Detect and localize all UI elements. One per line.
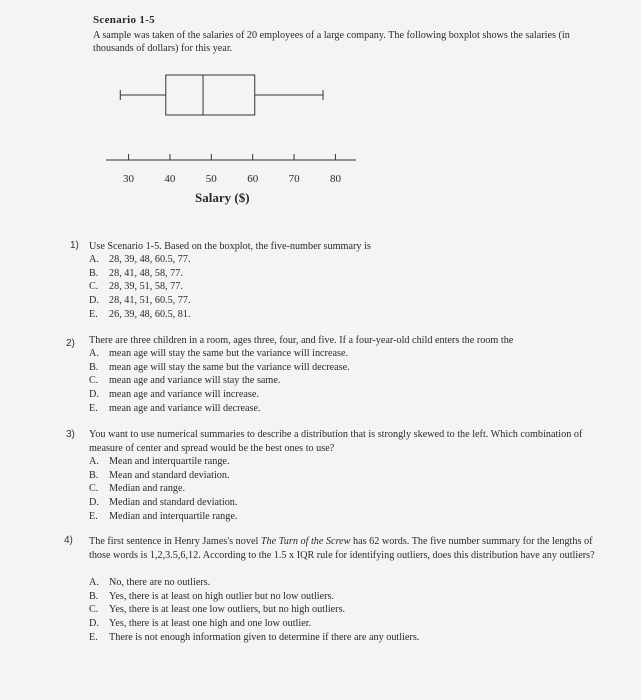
choice-e (89, 631, 419, 645)
choice-a (89, 576, 419, 590)
choice-list (89, 347, 350, 416)
choice-letter: D. (89, 295, 99, 307)
choice-a (89, 347, 350, 361)
choice-text: Median and interquartile range. (109, 510, 238, 522)
choice-text: mean age will stay the same but the variance will increase. (109, 348, 349, 359)
choice-letter: E. (89, 402, 98, 414)
choice-e (89, 402, 350, 416)
question-number: 4) (64, 535, 73, 546)
x-axis-tick-label: 50 (205, 173, 217, 185)
choice-letter: A. (89, 577, 99, 588)
choice-text: Yes, there is at least on high outlier but no low outliers. (109, 590, 335, 602)
choice-list (89, 576, 419, 645)
choice-list (89, 455, 237, 524)
stem-text-before: The first sentence in Henry James's novel (89, 536, 261, 547)
salary-boxplot (0, 0, 641, 230)
choice-c (89, 374, 350, 388)
choice-text: 26, 39, 48, 60.5, 81. (109, 308, 191, 320)
choice-letter: D. (89, 497, 99, 509)
choice-letter: B. (89, 267, 99, 279)
choice-text: 28, 41, 48, 58, 77. (109, 267, 183, 279)
choice-b (89, 361, 350, 375)
choice-c (89, 280, 191, 294)
choice-e (89, 510, 237, 524)
choice-d (89, 617, 419, 631)
question-stem: There are three children in a room, ages three, four, and five. If a four-year-old child enters the room the (89, 335, 514, 346)
choice-b (89, 469, 237, 483)
choice-text: Yes, there is at least one low outliers, but no high outliers. (109, 604, 346, 616)
stem-text-after: has 62 words. The five number summary for the lengths of those words is 1,2,3.5,6,12. According to the 1.5 x IQR rule for identifying outliers, does this distribution have any outliers? (89, 536, 595, 561)
choice-d (89, 388, 350, 402)
choice-b (89, 267, 191, 281)
choice-text: mean age and variance will increase. (109, 389, 259, 401)
choice-text: Mean and standard deviation. (109, 469, 230, 481)
choice-text: Mean and interquartile range. (109, 456, 230, 467)
choice-a (89, 253, 191, 267)
choice-d (89, 496, 237, 510)
choice-letter: A. (89, 254, 99, 265)
novel-title: The Turn of the Screw (260, 536, 351, 547)
question-stem (89, 535, 609, 562)
choice-text: mean age and variance will decrease. (109, 402, 261, 414)
choice-text: 28, 41, 51, 60.5, 77. (109, 295, 191, 307)
choice-letter: C. (89, 281, 99, 293)
choice-list (89, 253, 191, 322)
x-axis-tick-label: 70 (288, 173, 300, 185)
choice-letter: E. (89, 510, 98, 522)
iqr-box (166, 75, 255, 115)
choice-letter: B. (89, 361, 99, 373)
choice-text: No, there are no outliers. (109, 577, 211, 588)
question-stem: Use Scenario 1-5. Based on the boxplot, the five-number summary is (89, 241, 371, 252)
x-axis-tick-label: 80 (329, 173, 341, 185)
question-number: 1) (70, 240, 79, 251)
choice-letter: C. (89, 375, 99, 387)
choice-text: 28, 39, 51, 58, 77. (109, 281, 183, 293)
scenario-title: Scenario 1-5 (93, 14, 155, 26)
choice-text: mean age and variance will stay the same. (109, 375, 281, 387)
choice-text: Median and range. (109, 483, 186, 495)
choice-d (89, 294, 191, 308)
choice-letter: D. (89, 389, 99, 401)
choice-text: There is not enough information given to determine if there are any outliers. (109, 631, 420, 643)
x-axis-ticks (123, 154, 341, 185)
choice-letter: E. (89, 308, 98, 320)
x-axis-tick-label: 30 (123, 173, 135, 185)
choice-text: 28, 39, 48, 60.5, 77. (109, 254, 191, 265)
scenario-description: A sample was taken of the salaries of 20 employees of a large company. The following boxplot shows the salaries (in thousands of dollars) for this year. (93, 30, 570, 54)
choice-letter: C. (89, 604, 99, 616)
question-number: 3) (66, 429, 75, 440)
choice-c (89, 603, 419, 617)
choice-letter: A. (89, 348, 99, 359)
choice-letter: A. (89, 456, 99, 467)
choice-a (89, 455, 237, 469)
choice-letter: C. (89, 483, 99, 495)
question-stem: You want to use numerical summaries to describe a distribution that is strongly skewed to the left. Which combination of measure of center and spread would be the best ones to use? (89, 429, 583, 454)
x-axis-tick-label: 40 (164, 173, 176, 185)
choice-text: Yes, there is at least one high and one low outlier. (109, 618, 312, 630)
question-number: 2) (66, 338, 75, 349)
choice-letter: B. (89, 590, 99, 602)
choice-letter: E. (89, 631, 98, 643)
choice-text: Median and standard deviation. (109, 497, 238, 509)
x-axis-tick-label: 60 (247, 173, 259, 185)
choice-letter: D. (89, 618, 99, 630)
choice-text: mean age will stay the same but the variance will decrease. (109, 361, 350, 373)
choice-b (89, 590, 419, 604)
choice-c (89, 482, 237, 496)
x-axis-label: Salary ($) (195, 190, 250, 205)
choice-e (89, 308, 191, 322)
choice-letter: B. (89, 469, 99, 481)
